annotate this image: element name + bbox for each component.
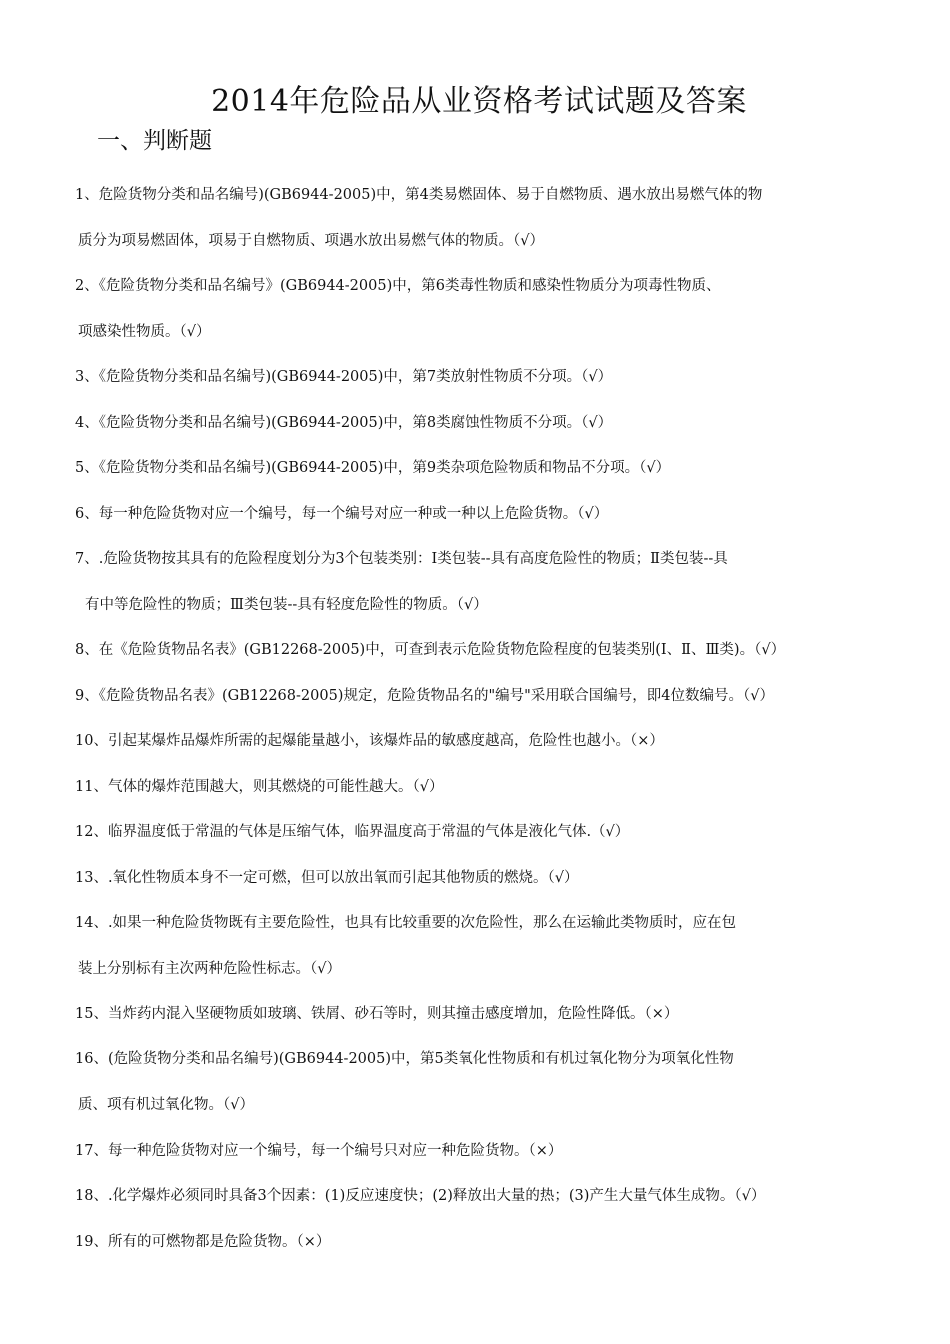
question-3: 3、《危险货物分类和品名编号)(GB6944-2005)中，第7类放射性物质不分项。（√） (75, 369, 613, 385)
document-title: 2014年危险品从业资格考试试题及答案 (211, 84, 747, 120)
question-16-line-1: 16、(危险货物分类和品名编号)(GB6944-2005)中，第5类氧化性物质和有机过氧化物分为项氧化性物 (75, 1051, 734, 1067)
question-2-line-1: 2、《危险货物分类和品名编号》(GB6944-2005)中，第6类毒性物质和感染性物质分为项毒性物质、 (75, 278, 721, 294)
question-18: 18、.化学爆炸必须同时具备3个因素：(1)反应速度快；(2)释放出大量的热；(3)产生大量气体生成物。（√） (75, 1188, 766, 1204)
question-14-line-1: 14、.如果一种危险货物既有主要危险性，也具有比较重要的次危险性，那么在运输此类物质时，应在包 (75, 915, 737, 931)
question-14-line-2: 装上分别标有主次两种危险性标志。（√） (78, 961, 341, 977)
question-8: 8、在《危险货物品名表》(GB12268-2005)中，可查到表示危险货物危险程度的包装类别(Ⅰ、Ⅱ、Ⅲ类)。（√） (75, 642, 786, 658)
question-1-line-2: 质分为项易燃固体，项易于自燃物质、项遇水放出易燃气体的物质。（√） (78, 233, 544, 249)
question-13: 13、.氧化性物质本身不一定可燃，但可以放出氧而引起其他物质的燃烧。（√） (75, 870, 579, 886)
question-9: 9、《危险货物品名表》(GB12268-2005)规定，危险货物品名的"编号"采用联合国编号，即4位数编号。（√） (75, 688, 775, 704)
question-7-line-2: 有中等危险性的物质；Ⅲ类包装--具有轻度危险性的物质。（√） (85, 597, 488, 613)
question-17: 17、每一种危险货物对应一个编号，每一个编号只对应一种危险货物。（×） (75, 1143, 563, 1159)
question-6: 6、每一种危险货物对应一个编号，每一个编号对应一种或一种以上危险货物。（√） (75, 506, 609, 522)
question-1-line-1: 1、危险货物分类和品名编号)(GB6944-2005)中，第4类易燃固体、易于自燃物质、遇水放出易燃气体的物 (75, 187, 763, 203)
question-7-line-1: 7、.危险货物按其具有的危险程度划分为3个包装类别：Ⅰ类包装--具有高度危险性的物质；Ⅱ类包装--具 (75, 551, 728, 567)
question-4: 4、《危险货物分类和品名编号)(GB6944-2005)中，第8类腐蚀性物质不分项。（√） (75, 415, 613, 431)
question-15: 15、当炸药内混入坚硬物质如玻璃、铁屑、砂石等时，则其撞击感度增加，危险性降低。（×） (75, 1006, 679, 1022)
question-16-line-2: 质、项有机过氧化物。（√） (78, 1097, 254, 1113)
question-19: 19、所有的可燃物都是危险货物。（×） (75, 1234, 331, 1250)
question-11: 11、气体的爆炸范围越大，则其燃烧的可能性越大。（√） (75, 779, 444, 795)
section-heading: 一、判断题 (97, 128, 212, 154)
question-12: 12、临界温度低于常温的气体是压缩气体，临界温度高于常温的气体是液化气体.（√） (75, 824, 630, 840)
question-2-line-2: 项感染性物质。（√） (78, 324, 211, 340)
question-10: 10、引起某爆炸品爆炸所需的起爆能量越小，该爆炸品的敏感度越高，危险性也越小。（×） (75, 733, 664, 749)
question-5: 5、《危险货物分类和品名编号)(GB6944-2005)中，第9类杂项危险物质和物品不分项。（√） (75, 460, 671, 476)
